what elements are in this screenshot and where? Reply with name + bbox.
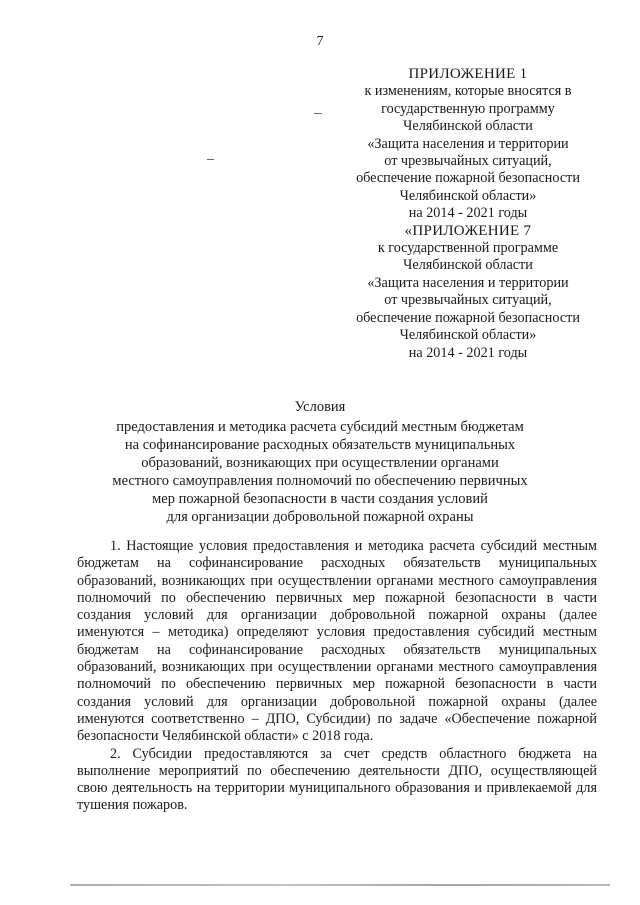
document-heading xyxy=(0,398,640,526)
appendix-line: на 2014 - 2021 годы xyxy=(408,344,528,361)
appendix-line: к государственной программе xyxy=(377,240,559,257)
paragraph-1: 1. Настоящие условия предоставления и методика расчета субсидий местным бюджетам на софинансирование расходных обязательств муниципальных образований, возникающих при осуществлении органами местного самоуправления полномочий по обеспечению первичных мер пожарной безопасности в части создания условий для организации добровольной пожарной охраны (далее именуются – методика) определяют условия предоставления субсидий местным бюджетам на софинансирование расходных обязательств муниципальных образований, возникающих при осуществлении органами местного самоуправления полномочий по обеспечению первичных мер пожарной безопасности в части создания условий для организации добровольной пожарной охраны (далее именуются соответственно – ДПО, Субсидии) по задаче «Обеспечение пожарной безопасности Челябинской области» с 2018 года. xyxy=(77,538,597,745)
appendix-header-block xyxy=(318,66,618,362)
heading-line: на софинансирование расходных обязательств муниципальных xyxy=(124,437,516,453)
heading-line: местного самоуправления полномочий по обеспечению первичных xyxy=(112,473,528,489)
appendix-line: Челябинской области xyxy=(403,257,533,274)
appendix-line: на 2014 - 2021 годы xyxy=(408,205,528,222)
scan-bottom-edge xyxy=(70,884,610,886)
scan-mark xyxy=(207,159,214,160)
appendix-line: государственную программу xyxy=(381,100,555,117)
appendix-line: Челябинской области xyxy=(403,118,533,135)
heading-line: мер пожарной безопасности в части создания условий xyxy=(152,491,488,507)
appendix-line: Челябинской области» xyxy=(399,187,537,204)
scan-mark xyxy=(314,113,322,114)
appendix-title: ПРИЛОЖЕНИЕ 1 xyxy=(408,66,528,82)
appendix-line: обеспечение пожарной безопасности xyxy=(356,170,580,187)
appendix-line: «Защита населения и территории xyxy=(367,135,569,152)
appendix-line: Челябинской области» xyxy=(399,327,537,344)
appendix-line: от чрезвычайных ситуаций, xyxy=(384,153,552,170)
appendix-line: «Защита населения и территории xyxy=(367,274,569,291)
appendix-line: обеспечение пожарной безопасности xyxy=(356,309,580,326)
appendix-line: к изменениям, которые вносятся в xyxy=(364,83,572,100)
heading-title: Условия xyxy=(294,399,346,415)
appendix-nested-title: «ПРИЛОЖЕНИЕ 7 xyxy=(404,222,532,239)
appendix-line: от чрезвычайных ситуаций, xyxy=(384,292,552,309)
heading-line: предоставления и методика расчета субсидий местным бюджетам xyxy=(116,419,524,435)
document-body xyxy=(77,538,597,815)
heading-line: образований, возникающих при осуществлении органами xyxy=(141,455,499,471)
paragraph-2: 2. Субсидии предоставляются за счет средств областного бюджета на выполнение мероприятий по обеспечению деятельности ДПО, осуществляющей свою деятельность на территории муниципального образования и привлекаемой для тушения пожаров. xyxy=(77,745,597,814)
heading-line: для организации добровольной пожарной охраны xyxy=(166,509,474,525)
page-number: 7 xyxy=(316,34,324,49)
